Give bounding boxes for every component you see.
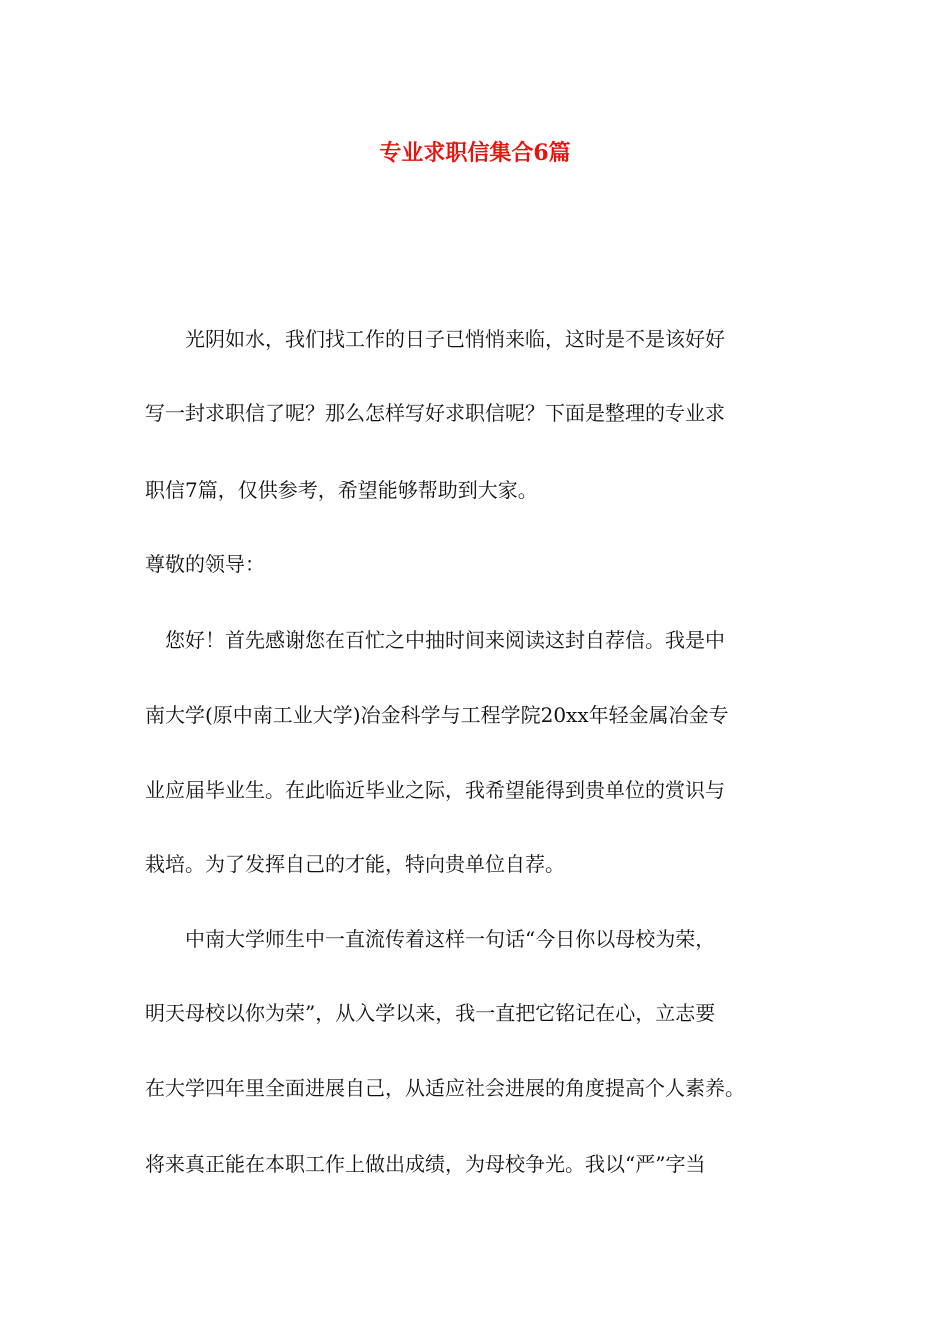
body-line: 将来真正能在本职工作上做出成绩，为母校争光。我以“严”字当 [145, 1152, 706, 1176]
body-line: 明天母校以你为荣”，从入学以来，我一直把它铭记在心，立志要 [145, 1001, 716, 1025]
body-line: 在大学四年里全面进展自己，从适应社会进展的角度提高个人素养。 [145, 1076, 745, 1100]
body-line: 南大学(原中南工业大学)冶金科学与工程学院20xx年轻金属冶金专 [145, 703, 729, 727]
body-line: 写一封求职信了呢？那么怎样写好求职信呢？下面是整理的专业求 [145, 401, 725, 425]
body-line: 中南大学师生中一直流传着这样一句话“今日你以母校为荣， [145, 927, 716, 951]
body-line: 业应届毕业生。在此临近毕业之际，我希望能得到贵单位的赏识与 [145, 778, 725, 802]
salutation: 尊敬的领导： [145, 552, 265, 576]
document-title: 专业求职信集合6篇 [379, 140, 571, 166]
body-line: 您好！首先感谢您在百忙之中抽时间来阅读这封自荐信。我是中 [145, 628, 725, 652]
body-line: 光阴如水，我们找工作的日子已悄悄来临，这时是不是该好好 [145, 327, 725, 351]
body-line: 职信7篇，仅供参考，希望能够帮助到大家。 [145, 478, 538, 502]
body-line: 栽培。为了发挥自己的才能，特向贵单位自荐。 [145, 852, 565, 876]
